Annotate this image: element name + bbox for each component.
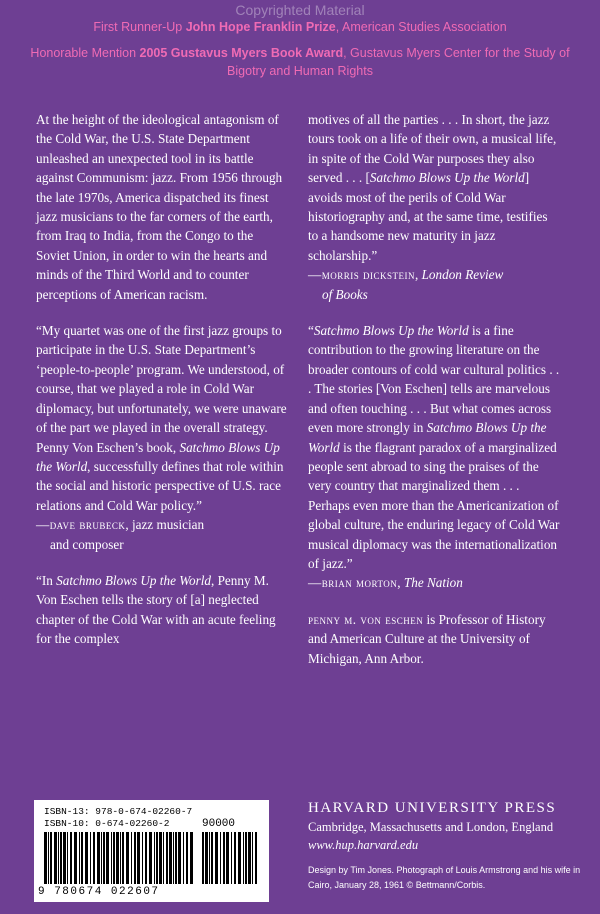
book-description: At the height of the ideological antagonism of the Cold War, the U.S. State Department unleashed an unexpected tool in its battle against Communism: jazz. From 1956 through the late 1970s, America dispatched its finest jazz musicians to the far corners of the earth, from Iraq to India, from the Congo to the Soviet Union, in order to win the hearts and minds of the Third World and to counter perceptions of American racism. xyxy=(36,112,283,302)
award-myers: Honorable Mention 2005 Gustavus Myers Book Award, Gustavus Myers Center for the Study of Bigotry and Human Rights xyxy=(30,46,570,78)
award-franklin-name: John Hope Franklin Prize xyxy=(185,20,336,34)
author-name: penny m. von eschen xyxy=(308,611,424,627)
copyright-watermark: Copyrighted Material xyxy=(235,2,365,18)
author-bio: penny m. von eschen is Professor of History and American Culture at the University of Michigan, Ann Arbor. xyxy=(308,611,546,666)
publisher-block xyxy=(308,798,588,854)
blurb-dickstein-attribution: —morris dickstein, London Review of Books xyxy=(308,267,504,302)
publisher-name: HARVARD UNIVERSITY PRESS xyxy=(308,800,557,816)
price-code: 90000 xyxy=(202,818,236,830)
left-column xyxy=(36,110,288,649)
blurb-morton: “Satchmo Blows Up the World is a fine contribution to the growing literature on the broader contours of cold war cultural politics . . . The stories [Von Eschen] tells are marvelous and often touching . . . But what comes across even more strongly in Satchmo Blows Up the World is the flagrant paradox of a marginalized people sent abroad to sing the praises of the very country that marginalized them . . . Perhaps even more than the Americanization of global culture, the enduring legacy of Cold War musical diplomacy was the internationalization of jazz.” xyxy=(308,323,560,571)
awards-section xyxy=(20,18,580,88)
award-franklin: First Runner-Up John Hope Franklin Prize, American Studies Association xyxy=(93,20,507,34)
blurb-brubeck: “My quartet was one of the first jazz groups to participate in the U.S. State Department’s ‘people-to-people’ program. We understood, of course, that we played a role in Cold War diplomacy, but unfortunately, we were unaware of the part we played in the overall strategy. Penny Von Eschen’s book, Satchmo Blows Up the World, successfully defines that role within the social and historic perspective of U.S. race relations and Cold War policy.” xyxy=(36,323,287,513)
blurb-morton-attribution: —brian morton, The Nation xyxy=(308,575,463,591)
blurb-brubeck-attribution: —dave brubeck, jazz musician and composer xyxy=(36,517,205,552)
publisher-location: Cambridge, Massachusetts and London, England xyxy=(308,820,554,834)
isbn-10: ISBN-10: 0-674-02260-2 xyxy=(44,818,170,829)
barcode-digits: 9 780674 022607 xyxy=(38,886,160,898)
price-barcode-bars xyxy=(202,832,260,884)
blurb-dickstein-start: “In Satchmo Blows Up the World, Penny M. Von Eschen tells the story of [a] neglected chapter of the Cold War with an acute feeling for the complex xyxy=(36,572,276,647)
right-column xyxy=(308,110,560,668)
design-credit: Design by Tim Jones. Photograph of Louis Armstrong and his wife in Cairo, January 28, 1961 © Bettmann/Corbis. xyxy=(308,865,581,890)
blurb-dickstein-end: motives of all the parties . . . In short, the jazz tours took on a life of their own, a musical life, in spite of the Cold War purposes they also served . . . [Satchmo Blows Up the World] avoids most of the perils of Cold War historiography and, at the same time, testifies to a handsome new maturity in jazz scholarship.” xyxy=(308,112,557,263)
isbn-numbers xyxy=(44,806,192,830)
barcode-bars xyxy=(44,832,194,884)
award-myers-name: 2005 Gustavus Myers Book Award xyxy=(139,46,344,60)
isbn-13: ISBN-13: 978-0-674-02260-7 xyxy=(44,806,193,817)
publisher-url: www.hup.harvard.edu xyxy=(308,838,419,852)
isbn-barcode xyxy=(34,800,269,902)
